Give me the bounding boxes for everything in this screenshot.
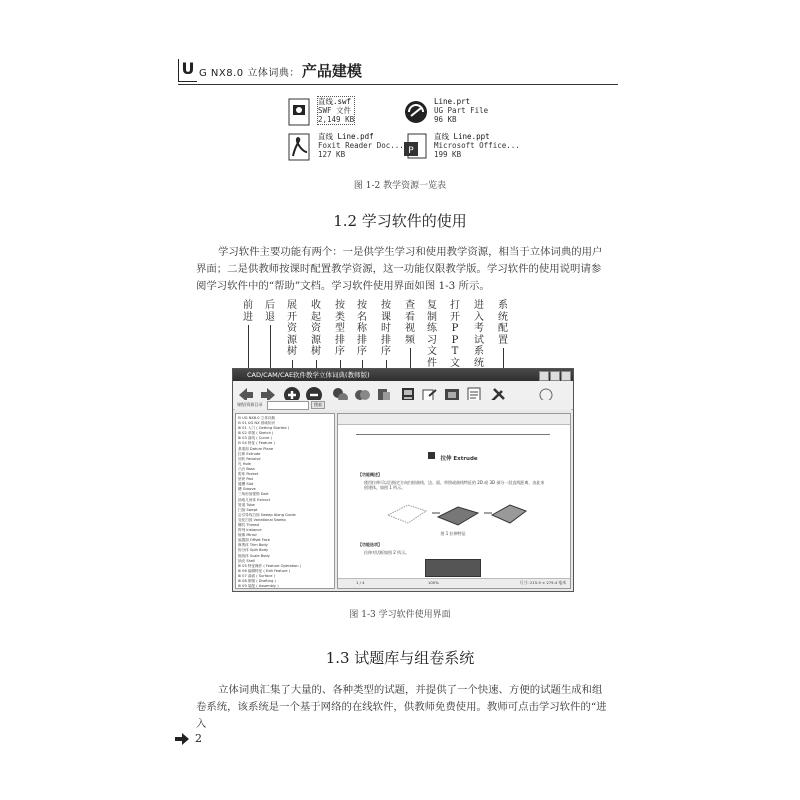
maximize-button[interactable] bbox=[550, 371, 560, 381]
file-size: 96 KB bbox=[434, 115, 457, 124]
file-type: UG Part File bbox=[434, 106, 489, 115]
toolbar-callout-label: 系统配置 bbox=[498, 300, 508, 346]
figure-1-2-caption: 图 1-2 教学资源一览表 bbox=[353, 181, 447, 191]
page-navigator[interactable]: 1 / 4 bbox=[356, 580, 365, 585]
page-arrow-icon bbox=[175, 733, 189, 745]
tree-item[interactable]: ⊞ 08 制图 ( Drafting ) bbox=[238, 579, 276, 583]
document-viewer bbox=[337, 413, 571, 589]
file-item-ppt[interactable] bbox=[402, 132, 520, 166]
tree-item[interactable]: 沿引导线扫掠 Sweep Along Guide bbox=[238, 512, 296, 517]
tree-item[interactable]: 凸台 Boss bbox=[238, 466, 255, 471]
header-title: 产品建模 bbox=[301, 62, 362, 80]
tree-item[interactable]: 偏置面 Offset Face bbox=[238, 538, 270, 543]
file-name: 直线.swf bbox=[318, 97, 352, 106]
tree-item[interactable]: 回转 Revolve bbox=[238, 456, 261, 461]
file-item-prt[interactable] bbox=[402, 97, 488, 131]
tree-item[interactable]: 孔 Hole bbox=[238, 461, 251, 466]
toolbar-callout-label: 复制练习文件 bbox=[427, 300, 437, 369]
tree-item[interactable]: 抽取几何体 Extract bbox=[238, 497, 270, 502]
file-type: Foxit Reader Doc... bbox=[318, 141, 404, 150]
tree-item[interactable]: 管道 Tube bbox=[238, 502, 255, 507]
toolbar-callout-label: 按类型排序 bbox=[335, 300, 345, 357]
file-size: 2,149 KB bbox=[318, 115, 355, 124]
app-window bbox=[232, 368, 574, 592]
toolbar-callout-label: 前进 bbox=[243, 300, 253, 323]
toolbar-callout-label: 后退 bbox=[265, 300, 275, 323]
tree-item[interactable]: 抽壳 Shell bbox=[238, 558, 256, 563]
tree-item[interactable]: ⊞ 07 曲面 ( Surface ) bbox=[238, 573, 275, 578]
minimize-button[interactable] bbox=[539, 371, 549, 381]
sidebar-title: 课程/资源目录 bbox=[237, 402, 263, 407]
app-titlebar bbox=[233, 369, 573, 381]
doc-heading: 拉伸 Extrude bbox=[440, 456, 478, 462]
search-button[interactable]: 搜索 bbox=[311, 401, 325, 409]
tree-item[interactable]: ⊞ 09 装配 ( Assembly ) bbox=[238, 584, 279, 589]
pdf-file-icon bbox=[286, 132, 314, 166]
ppt-file-icon bbox=[402, 132, 430, 166]
section-heading-1-3: 1.3 试题库与组卷系统 bbox=[325, 649, 475, 667]
swf-file-icon bbox=[286, 97, 314, 131]
paragraph-2: 立体词典汇集了大量的、各种类型的试题，并提供了一个快速、方便的试题生成和组卷系统，该系统是一个基于网络的在线软件，供教师免费使用。教师可点击学习软件的“进入 bbox=[196, 684, 607, 730]
tree-item[interactable]: 阵列 Instance bbox=[238, 528, 262, 533]
paragraph-1: 学习软件主要功能有两个：一是供学生学习和使用教学资源，相当于立体词典的用户界面；二是供教师按课时配置教学资源，这一功能仅限教学版。学习软件的使用说明请参阅学习软件中的“帮助”文档。学习软件使用界面如图 1-3 所示。 bbox=[196, 246, 603, 292]
tree-item[interactable]: 三角形加强筋 Dart bbox=[238, 492, 269, 497]
tree-item[interactable]: ⊞ 01 入门 ( Getting Started ) bbox=[238, 426, 290, 431]
running-header bbox=[178, 59, 362, 82]
resource-tree bbox=[235, 413, 335, 589]
close-button[interactable] bbox=[561, 371, 571, 381]
tree-item[interactable]: 拆分体 Split Body bbox=[238, 548, 269, 553]
tree-item[interactable]: 键槽 Slot bbox=[238, 482, 254, 487]
tree-item[interactable]: ⊟ 01 UG NX 基础知识 bbox=[238, 421, 276, 426]
dialog-thumbnail bbox=[425, 559, 481, 577]
toolbar-callout-label: 按名称排序 bbox=[357, 300, 367, 357]
toolbar-callout-label: 打开PPT文 bbox=[450, 300, 460, 369]
doc-label-options: 【功能选项】 bbox=[358, 542, 382, 547]
viewer-statusbar bbox=[338, 578, 570, 588]
extrude-diagram bbox=[378, 495, 528, 529]
tree-item[interactable]: ⊟ 04 特征 ( Feature ) bbox=[238, 441, 275, 446]
tree-item[interactable]: 镜像 Mirror bbox=[238, 533, 257, 538]
header-series: G NX8.0 立体词典： bbox=[199, 68, 300, 79]
toolbar-callout-label: 收起资源树 bbox=[311, 300, 321, 357]
section-heading-1-2: 1.2 学习软件的使用 bbox=[333, 212, 467, 230]
zoom-level[interactable]: 100% bbox=[428, 580, 439, 585]
tree-item[interactable]: ⊞ 05 特征操作 ( Feature Operation ) bbox=[238, 563, 302, 568]
doc-text-options: 拉伸对话框如图 2 所示。 bbox=[364, 549, 410, 555]
resource-search-input[interactable] bbox=[267, 401, 309, 410]
tree-item[interactable]: 基准面 Datum Plane bbox=[238, 446, 274, 451]
file-name: 直线 Line.pdf bbox=[318, 132, 374, 141]
file-item-pdf[interactable] bbox=[286, 132, 404, 166]
toolbar-callout-label: 进入考试系统 bbox=[474, 300, 484, 369]
tree-item[interactable]: ⊞ 03 曲线 ( Curve ) bbox=[238, 436, 272, 441]
page-rule bbox=[356, 434, 550, 435]
document-page bbox=[348, 428, 558, 578]
toolbar-callout-label: 按课时排序 bbox=[381, 300, 391, 357]
app-window-title: CAD/CAM/CAE软件教学立体词典(教师版) bbox=[247, 371, 370, 379]
doc-figure-caption: 图 1 拉伸特征 bbox=[440, 530, 466, 536]
toolbar-callout-label: 查看视频 bbox=[405, 300, 415, 346]
page-number: 2 bbox=[195, 732, 202, 745]
file-type: Microsoft Office... bbox=[434, 141, 520, 150]
tree-item[interactable]: ⊞ 06 编辑特征 ( Edit Feature ) bbox=[238, 568, 291, 573]
file-size: 199 KB bbox=[434, 150, 462, 159]
header-rule bbox=[178, 84, 618, 85]
header-logo-letter: U bbox=[178, 59, 197, 82]
file-size: 127 KB bbox=[318, 150, 346, 159]
resource-search-bar bbox=[235, 400, 571, 410]
file-name: Line.prt bbox=[434, 97, 471, 106]
tree-item[interactable]: ⊞ 02 草图 ( Sketch ) bbox=[238, 431, 274, 436]
viewer-toolbar bbox=[338, 414, 570, 425]
doc-label-overview: 【功能概述】 bbox=[358, 472, 382, 477]
page-size-status: 尺寸: 215.9 × 279.4 毫米 bbox=[519, 580, 566, 585]
tree-item[interactable]: 变化扫掠 Variational Sweep bbox=[238, 517, 286, 522]
doc-text-overview: 使用拉伸可以沿指定方向扫掠曲线、边、面，草图或曲线特征的 2D 或 3D 部分一段直线距离，由此来创建体。如图 1 所示。 bbox=[364, 479, 545, 490]
figure-1-3-caption: 图 1-3 学习软件使用界面 bbox=[349, 610, 451, 620]
tree-item[interactable]: 扫掠 Swept bbox=[238, 507, 258, 512]
tree-item[interactable]: 修剪体 Trim Body bbox=[238, 543, 268, 548]
file-type: SWF 文件 bbox=[318, 106, 352, 115]
tree-item[interactable]: 拉伸 Extrude bbox=[238, 451, 261, 456]
feature-icon bbox=[428, 452, 435, 459]
toolbar-callout-label: 展开资源树 bbox=[287, 300, 297, 357]
file-item-swf[interactable] bbox=[286, 97, 354, 131]
tree-item[interactable]: 腔体 Pocket bbox=[238, 472, 259, 477]
svg-text:P: P bbox=[408, 146, 414, 156]
tree-item[interactable]: 垫块 Pad bbox=[238, 477, 253, 482]
tree-item[interactable]: 缩放体 Scale Body bbox=[238, 553, 270, 558]
ug-part-icon bbox=[402, 97, 430, 131]
tree-item[interactable]: 螺纹 Thread bbox=[238, 522, 259, 527]
file-name: 直线 Line.ppt bbox=[434, 132, 490, 141]
tree-item[interactable]: ⊟ UG NX8.0 立体词典 bbox=[238, 416, 276, 420]
tree-item[interactable]: 槽 Groove bbox=[238, 487, 256, 492]
